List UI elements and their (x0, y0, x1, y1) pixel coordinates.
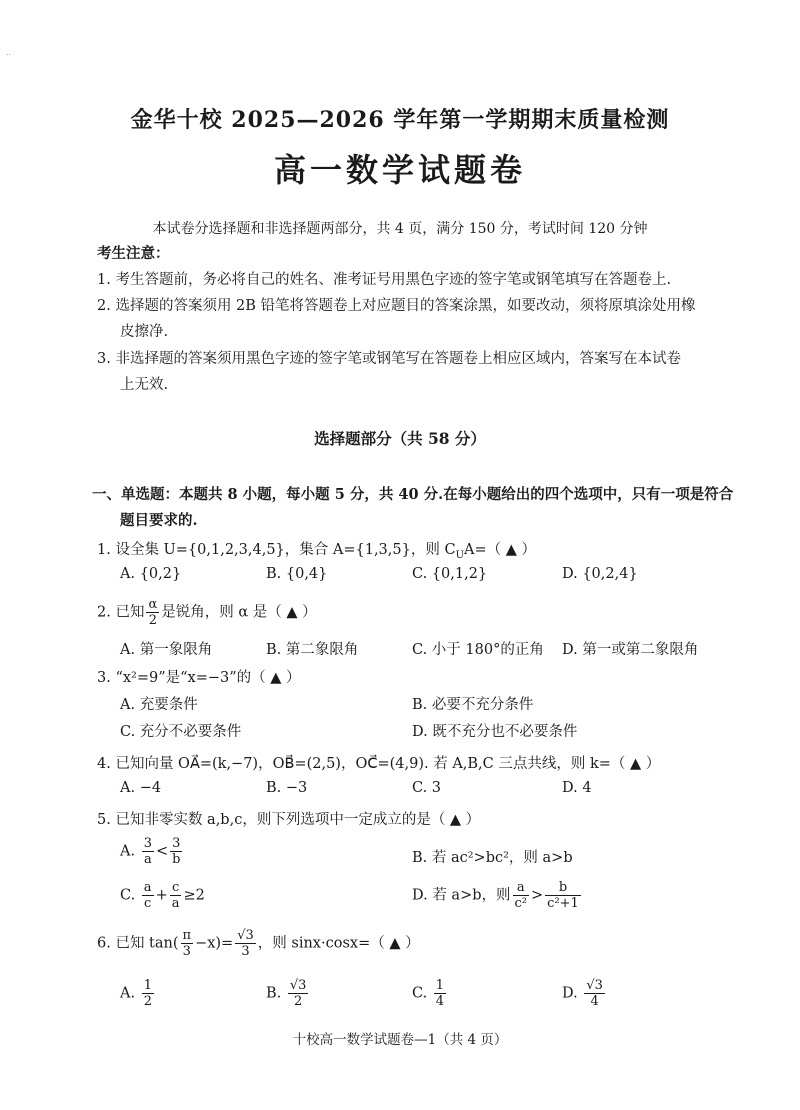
notice-item-2: 2. 选择题的答案须用 2B 铅笔将答题卷上对应题目的答案涂黑，如要改动，须将原填涂处用橡 (97, 298, 696, 314)
fraction: $\frac{1}{4}$ (435, 978, 445, 1009)
fraction: $\frac{1}{2}$ (143, 978, 152, 1009)
q1-option-a: A. {0,2} (120, 566, 182, 582)
q4-option-a: A. −4 (120, 780, 162, 796)
q3-option-c: C. 充分不必要条件 (120, 724, 242, 740)
fraction: $\frac{a}{c}$ (143, 880, 152, 911)
q1-option-d: D. {0,2,4} (562, 566, 638, 582)
fraction: $\frac{b}{\text{c²+1}}$ (547, 880, 579, 911)
pi-over-3-fraction: $\frac{\pi}{3}$ (182, 928, 192, 959)
fraction: $\frac{a}{\text{c²}}$ (514, 880, 528, 911)
q2-option-b: B. 第二象限角 (266, 642, 359, 658)
question-2-stem: 2. 已知 $\frac{\alpha}{2}$ 是锐角，则 α 是（ ▲ ） (97, 597, 317, 628)
q5-option-d: D. 若 a>b，则 $\frac{a}{\text{c²}}$ > $\frac{b}{\text{c²+1}}$ (412, 880, 579, 911)
q5-option-a: A. $\frac{3}{a}$ < $\frac{3}{b}$ (120, 836, 181, 867)
q4-option-b: B. −3 (266, 780, 308, 796)
fraction: $\frac{√3}{4}$ (586, 978, 603, 1009)
q6-option-d: D. $\frac{√3}{4}$ (562, 978, 603, 1009)
complement-subscript: U (455, 549, 464, 561)
alpha-over-2-fraction: $\frac{\alpha}{2}$ (148, 597, 158, 628)
q2-option-c: C. 小于 180°的正角 (412, 642, 544, 658)
q5-option-b: B. 若 ac²>bc²，则 a>b (412, 850, 573, 866)
question-1-stem: 1. 设全集 U={0,1,2,3,4,5}，集合 A={1,3,5}，则 $C_UA=$（ ▲ ） (97, 542, 536, 561)
fraction: $\frac{3}{a}$ (143, 836, 152, 867)
q1-option-b: B. {0,4} (266, 566, 328, 582)
q1-option-c: C. {0,1,2} (412, 566, 488, 582)
intro-text: 本试卷分选择题和非选择题两部分，共 4 页，满分 150 分，考试时间 120 分钟 (152, 221, 648, 237)
part1-instruction-cont: 题目要求的. (120, 512, 198, 529)
fraction: $\frac{√3}{2}$ (289, 978, 307, 1009)
q4-option-c: C. 3 (412, 780, 442, 796)
fraction: $\frac{3}{b}$ (172, 836, 181, 867)
q6-option-c: C. $\frac{1}{4}$ (412, 978, 445, 1009)
q3-option-a: A. 充要条件 (120, 697, 198, 713)
q2-option-d: D. 第一或第二象限角 (562, 642, 699, 658)
page-footer: 十校高一数学试题卷—1（共 4 页） (292, 1032, 508, 1048)
q3-option-d: D. 既不充分也不必要条件 (412, 724, 578, 740)
q5-option-c: C. $\frac{a}{c}$ + $\frac{c}{a}$ ≥2 (120, 880, 205, 911)
notice-item-1: 1. 考生答题前，务必将自己的姓名、准考证号用黑色字迹的签字笔或钢笔填写在答题卷上. (97, 272, 672, 288)
exam-title: 金华十校 2025—2026 学年第一学期期末质量检测 (130, 107, 670, 133)
question-6-stem: 6. 已知 tan( $\frac{\pi}{3}$ −x)= $\frac{√3}{3}$ ，则 sinx·cosx=（ ▲ ） (97, 928, 420, 959)
paper-title: 高一数学试题卷 (273, 151, 526, 189)
q2-option-a: A. 第一象限角 (120, 642, 213, 658)
question-5-stem: 5. 已知非零实数 a,b,c，则下列选项中一定成立的是（ ▲ ） (97, 812, 481, 828)
q6-option-a: A. $\frac{1}{2}$ (120, 978, 152, 1009)
sqrt3-over-3-fraction: $\frac{√3}{3}$ (237, 928, 254, 959)
fraction: $\frac{c}{a}$ (171, 880, 180, 911)
notice-item-3-cont: 上无效. (120, 377, 169, 393)
q6-option-b: B. $\frac{√3}{2}$ (266, 978, 307, 1009)
question-3-stem: 3. “x²=9”是“x=−3”的（ ▲ ） (97, 670, 301, 686)
notice-item-2-cont: 皮擦净. (120, 324, 169, 340)
section-title: 选择题部分（共 58 分） (314, 429, 486, 448)
notice-heading: 考生注意： (97, 245, 170, 262)
question-4-stem: 4. 已知向量 OA⃗=(k,−7)，OB⃗=(2,5)，OC⃗=(4,9). 若 A,B,C 三点共线，则 k=（ ▲ ） (97, 756, 661, 772)
scan-mark: .. (6, 48, 12, 57)
notice-item-3: 3. 非选择题的答案须用黑色字迹的签字笔或钢笔写在答题卷上相应区域内，答案写在本试卷 (97, 351, 681, 367)
part1-instruction: 一、单选题：本题共 8 小题，每小题 5 分，共 40 分.在每小题给出的四个选项中，只有一项是符合 (92, 486, 734, 503)
q3-option-b: B. 必要不充分条件 (412, 697, 534, 713)
q4-option-d: D. 4 (562, 780, 592, 796)
